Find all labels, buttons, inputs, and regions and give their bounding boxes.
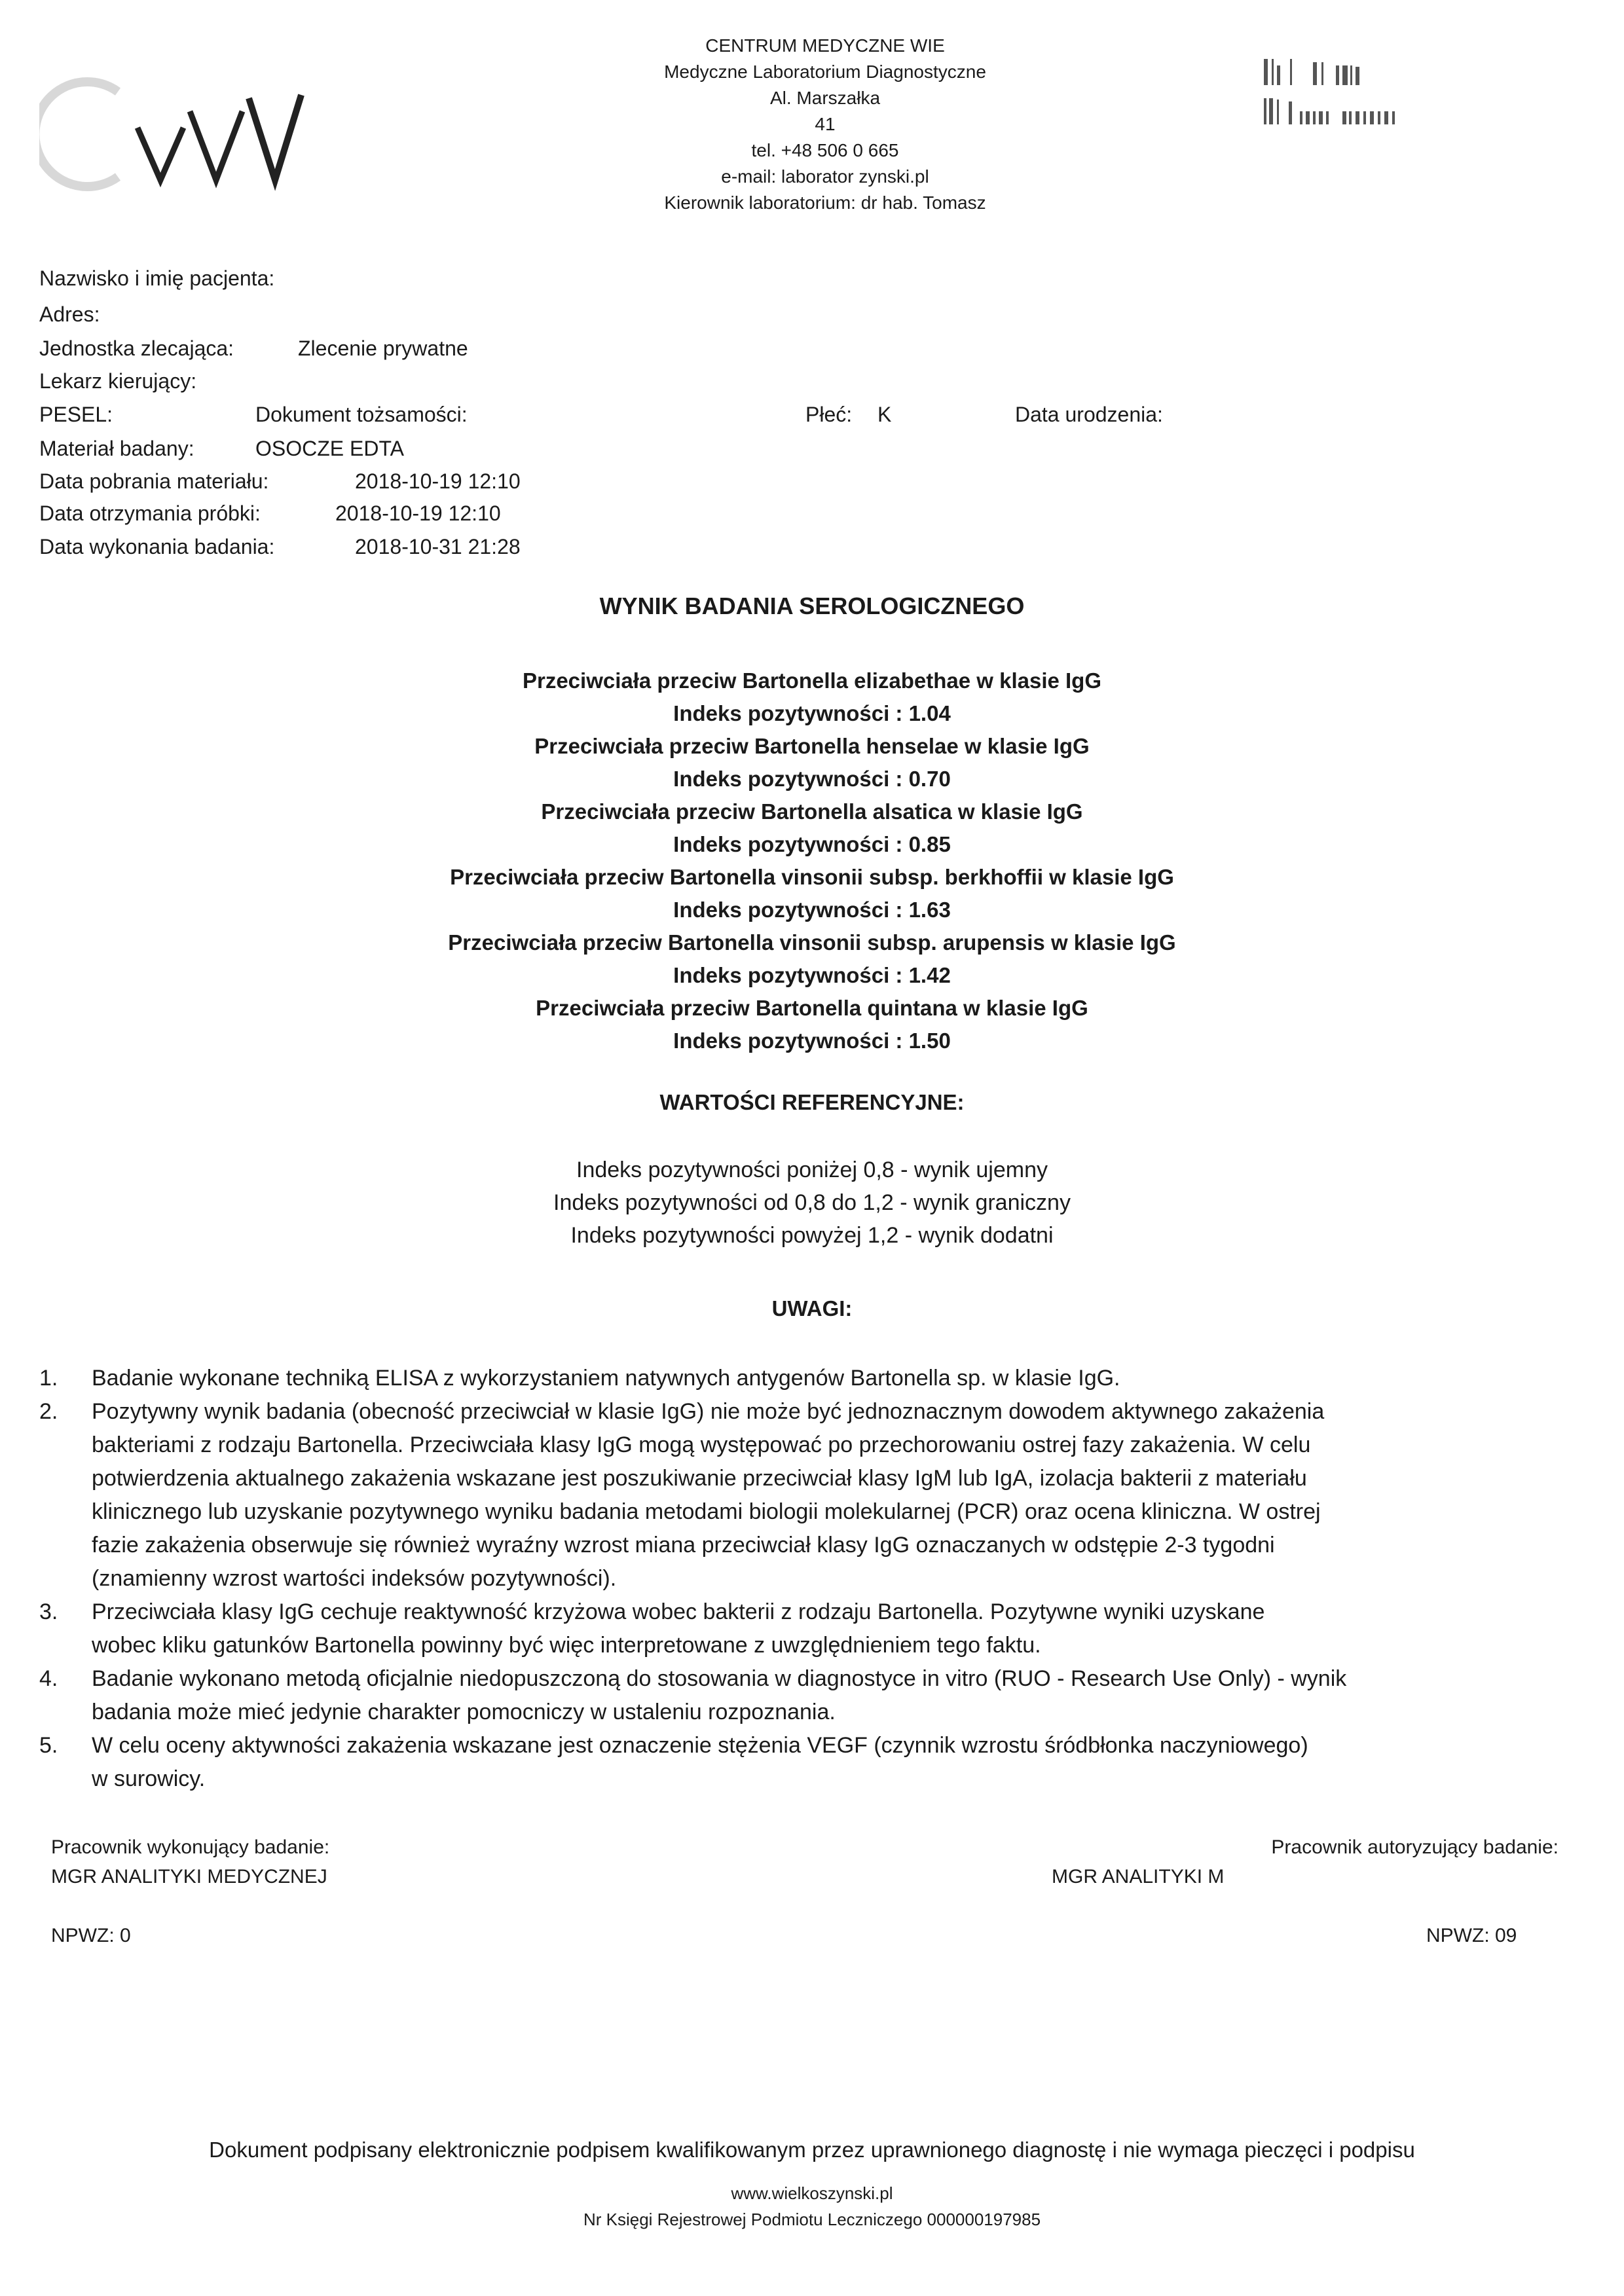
result-name: Przeciwciała przeciw Bartonella quintana w klasie IgG	[536, 996, 1088, 1020]
result-name: Przeciwciała przeciw Bartonella alsatica w klasie IgG	[541, 799, 1083, 824]
result-name: Przeciwciała przeciw Bartonella vinsonii subsp. arupensis w klasie IgG	[448, 930, 1176, 955]
laboratory-header	[458, 33, 1192, 216]
collection-date-label: Data pobrania materiału:	[39, 469, 269, 493]
lab-phone: tel. +48 506 0 665	[751, 140, 899, 160]
footer-website: www.wielkoszynski.pl	[731, 2183, 893, 2203]
ordering-unit-label: Jednostka zlecająca:	[39, 337, 234, 360]
ordering-unit-value: Zlecenie prywatne	[298, 337, 468, 360]
performer-npwz: NPWZ: 0	[51, 1925, 131, 1946]
authorizer-name: MGR ANALITYKI M	[1052, 1866, 1225, 1887]
received-date-value: 2018-10-19 12:10	[335, 501, 501, 525]
sex-value: K	[877, 403, 892, 426]
note-line: fazie zakażenia obserwuje się również wyraźny wzrost miana przeciwciał klasy IgG oznaczanych w odstępie 2-3 tygodni	[92, 1533, 1275, 1558]
address-label: Adres:	[39, 302, 100, 326]
referring-doctor-label: Lekarz kierujący:	[39, 369, 197, 393]
note-line: Przeciwciała klasy IgG cechuje reaktywność krzyżowa wobec bakterii z rodzaju Bartonella. Pozytywne wyniki uzyskane	[92, 1599, 1265, 1624]
performer-name: MGR ANALITYKI MEDYCZNEJ	[51, 1866, 327, 1887]
note-number: 1.	[39, 1366, 58, 1391]
reference-line-borderline: Indeks pozytywności od 0,8 do 1,2 - wynik graniczny	[553, 1190, 1071, 1215]
lab-name: CENTRUM MEDYCZNE WIE	[705, 35, 945, 56]
lab-street: Al. Marszałka	[769, 88, 881, 108]
performed-date-label: Data wykonania badania:	[39, 535, 275, 558]
note-line: Badanie wykonano metodą oficjalnie niedopuszczoną do stosowania w diagnostyce in vitro (RUO - Research Use Only) - wynik	[92, 1666, 1347, 1691]
date-of-birth-label: Data urodzenia:	[1015, 403, 1163, 426]
reference-line-negative: Indeks pozytywności poniżej 0,8 - wynik ujemny	[576, 1157, 1048, 1182]
note-line: W celu oceny aktywności zakażenia wskazane jest oznaczenie stężenia VEGF (czynnik wzrostu śródbłonka naczyniowego)	[92, 1733, 1308, 1758]
reference-values-title: WARTOŚCI REFERENCYJNE:	[659, 1090, 965, 1114]
note-line: wobec kliku gatunków Bartonella powinny być więc interpretowane z uwzględnieniem tego faktu.	[92, 1633, 1041, 1658]
sex-label: Płeć:	[805, 403, 853, 426]
notes-title: UWAGI:	[771, 1296, 853, 1321]
note-line: Pozytywny wynik badania (obecność przeciwciał w klasie IgG) nie może być jednoznacznym dowodem aktywnego zakażenia	[92, 1399, 1325, 1424]
material-value: OSOCZE EDTA	[255, 437, 404, 460]
result-index: Indeks pozytywności : 1.42	[673, 963, 951, 987]
reference-line-positive: Indeks pozytywności powyżej 1,2 - wynik dodatni	[570, 1223, 1054, 1248]
id-document-label: Dokument tożsamości:	[255, 403, 468, 426]
pesel-label: PESEL:	[39, 403, 113, 426]
result-name: Przeciwciała przeciw Bartonella elizabethae w klasie IgG	[522, 668, 1102, 693]
authorizer-npwz: NPWZ: 09	[1426, 1925, 1517, 1946]
performed-date-value: 2018-10-31 21:28	[355, 535, 521, 558]
note-number: 3.	[39, 1599, 58, 1624]
result-index: Indeks pozytywności : 0.85	[673, 832, 951, 856]
report-title: WYNIK BADANIA SEROLOGICZNEGO	[599, 592, 1025, 619]
authorizer-label: Pracownik autoryzujący badanie:	[1271, 1836, 1559, 1858]
material-label: Materiał badany:	[39, 437, 194, 460]
lab-email: e-mail: laborator zynski.pl	[721, 166, 929, 187]
lab-manager: Kierownik laboratorium: dr hab. Tomasz	[664, 192, 986, 213]
received-date-label: Data otrzymania próbki:	[39, 501, 261, 525]
result-index: Indeks pozytywności : 1.04	[673, 701, 951, 725]
note-line: w surowicy.	[92, 1766, 206, 1791]
electronic-signature-statement: Dokument podpisany elektronicznie podpisem kwalifikowanym przez uprawnionego diagnostę i nie wymaga pieczęci i podpisu	[209, 2138, 1415, 2162]
result-name: Przeciwciała przeciw Bartonella vinsonii subsp. berkhoffii w klasie IgG	[450, 865, 1174, 889]
result-name: Przeciwciała przeciw Bartonella henselae w klasie IgG	[534, 734, 1090, 758]
performer-label: Pracownik wykonujący badanie:	[51, 1836, 330, 1858]
note-line: potwierdzenia aktualnego zakażenia wskazane jest poszukiwanie przeciwciał klasy IgM lub IgA, izolacja bakterii z materiału	[92, 1466, 1307, 1491]
note-line: (znamienny wzrost wartości indeksów pozytywności).	[92, 1566, 617, 1591]
lab-subtitle: Medyczne Laboratorium Diagnostyczne	[664, 62, 986, 82]
note-number: 4.	[39, 1666, 58, 1691]
note-line: Badanie wykonane techniką ELISA z wykorzystaniem natywnych antygenów Bartonella sp. w klasie IgG.	[92, 1366, 1120, 1391]
barcode	[1251, 52, 1447, 137]
note-number: 5.	[39, 1733, 58, 1758]
lab-postcode: 41	[815, 114, 836, 134]
result-index: Indeks pozytywności : 1.63	[673, 898, 951, 922]
result-index: Indeks pozytywności : 1.50	[673, 1029, 951, 1053]
note-line: klinicznego lub uzyskanie pozytywnego wyniku badania metodami biologii molekularnej (PCR) oraz ocena kliniczna. W ostrej	[92, 1499, 1321, 1524]
collection-date-value: 2018-10-19 12:10	[355, 469, 521, 493]
company-logo	[39, 65, 354, 210]
patient-name-label: Nazwisko i imię pacjenta:	[39, 266, 275, 290]
note-line: bakteriami z rodzaju Bartonella. Przeciwciała klasy IgG mogą występować po przechorowaniu ostrej fazy zakażenia. W celu	[92, 1432, 1311, 1457]
note-line: badania może mieć jedynie charakter pomocniczy w ustaleniu rozpoznania.	[92, 1700, 836, 1724]
footer-registry-number: Nr Księgi Rejestrowej Podmiotu Leczniczego 000000197985	[583, 2210, 1041, 2229]
result-index: Indeks pozytywności : 0.70	[673, 767, 951, 791]
note-number: 2.	[39, 1399, 58, 1424]
